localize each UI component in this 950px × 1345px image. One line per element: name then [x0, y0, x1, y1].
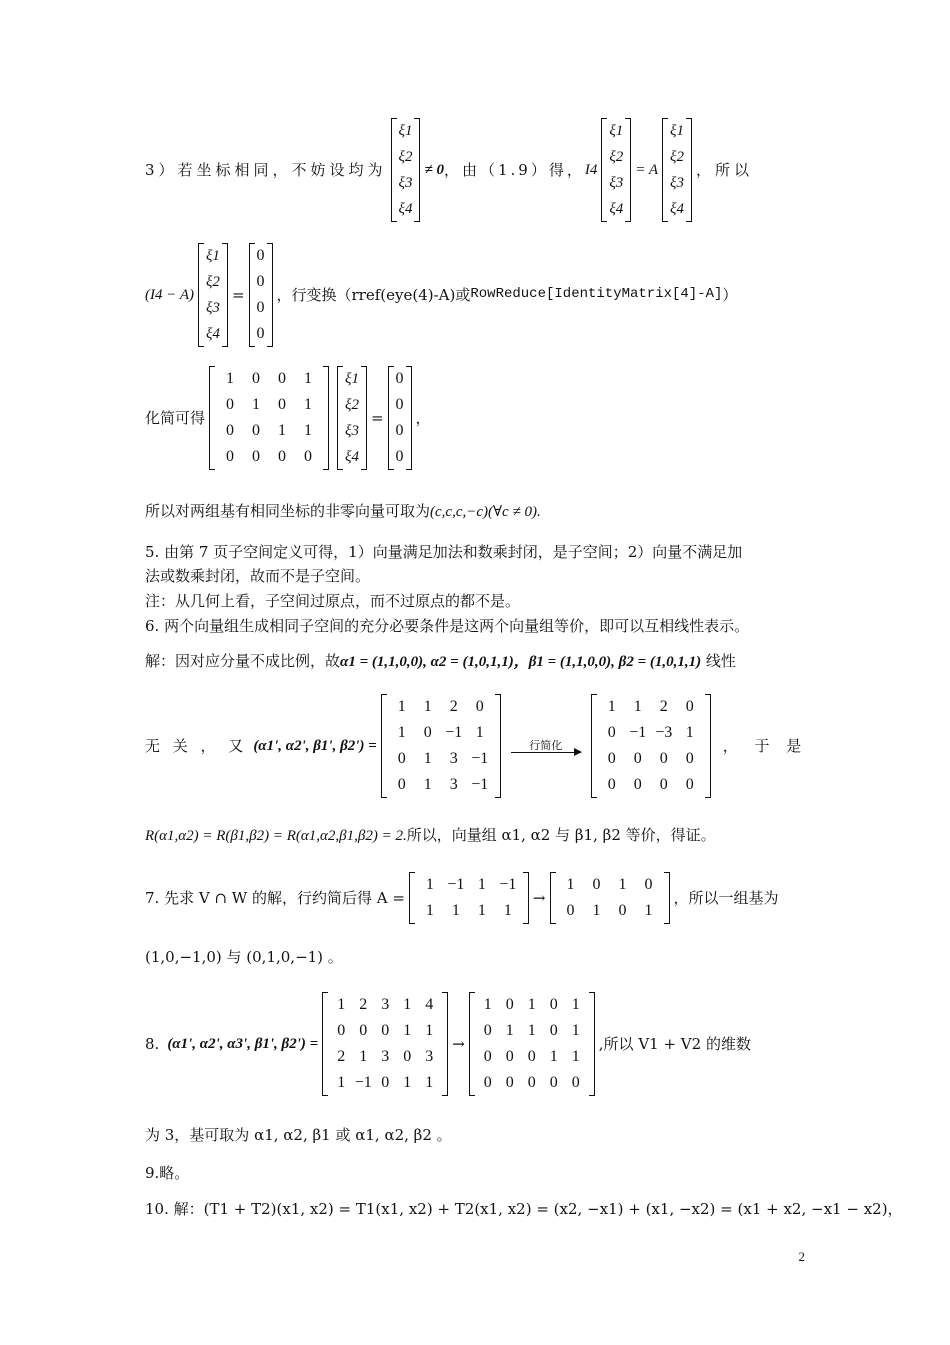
p8-right-cell: 0	[549, 996, 558, 1013]
p8-left-cell: 3	[381, 1048, 390, 1065]
p7-right-cell: 1	[566, 876, 575, 893]
p7-right-cell: 0	[618, 902, 627, 919]
reduced-matrix-cell: 0	[252, 448, 261, 465]
p8-left-cell: 0	[381, 1074, 390, 1091]
p8-right-matrix	[469, 992, 595, 1096]
paragraph-7: 7. 先求 V ∩ W 的解，行约简后得 A = 1 −1 1 −1 1 1 1 1 → 1 0 1 0 0 1 0 1 ，所以一组基为	[145, 872, 810, 924]
reduced-matrix-cell: 1	[226, 370, 235, 387]
xi-vector-4: ξ1 ξ2 ξ3 ξ4	[198, 243, 228, 347]
reduced-matrix-cell: 0	[278, 370, 287, 387]
paragraph-6a	[145, 652, 810, 672]
p8-left-cell: 1	[425, 1022, 434, 1039]
reduced-matrix-cell: 0	[226, 422, 235, 439]
reduced-matrix-cell: 0	[252, 370, 261, 387]
p6b-suffix: ， 于 是	[722, 736, 808, 755]
zero-vector-2: 0 0 0 0	[388, 366, 412, 470]
p6-right-cell: 1	[685, 724, 694, 741]
zero-vector: 0 0 0 0	[249, 243, 273, 347]
p6-right-cell: 0	[633, 776, 642, 793]
reduced-matrix-cell: 0	[226, 396, 235, 413]
reduced-matrix-cell: 0	[278, 396, 287, 413]
p8-right-cell: 0	[505, 1048, 514, 1065]
p7-left-cell: −1	[447, 876, 465, 893]
p6-right-cell: −3	[655, 724, 673, 741]
p8-left-cell: 1	[337, 996, 346, 1013]
p3-prefix: 3）若坐标相同，不妨设均为	[145, 160, 387, 179]
p6-right-cell: 0	[659, 750, 668, 767]
p8-left-cell: 0	[403, 1048, 412, 1065]
identity-symbol: I4	[584, 161, 598, 178]
p7-suffix: ，所以一组基为	[673, 888, 779, 907]
paragraph-5b: 法或数乘封闭，故而不是子空间。	[145, 567, 371, 585]
p8-left-cell: 1	[359, 1048, 368, 1065]
p8-right-cell: 1	[527, 1022, 536, 1039]
p7-right-cell: 1	[618, 876, 627, 893]
p6-right-cell: 0	[659, 776, 668, 793]
paragraph-6: 6. 两个向量组生成相同子空间的充分必要条件是这两个向量组等价，即可以互相线性表示。	[145, 617, 750, 635]
p8-left-cell: 1	[425, 1074, 434, 1091]
p7-left-matrix	[409, 872, 529, 924]
p8-left-cell: 0	[359, 1022, 368, 1039]
code-snippet: RowReduce[IdentityMatrix[4]-A]	[470, 286, 723, 303]
p8-right-cell: 1	[571, 996, 580, 1013]
p8-lhs: (α1', α2', α3', β1', β2') =	[167, 1035, 319, 1052]
p6-right-matrix	[591, 694, 711, 798]
p6b-prefix: 无 关 ， 又	[145, 736, 248, 755]
paragraph-9: 9.略。	[145, 1164, 190, 1182]
p6-right-cell: 0	[633, 750, 642, 767]
p6a-text: 解：因对应分量不成比例，故	[145, 652, 341, 670]
reduced-matrix-cell: 0	[278, 448, 287, 465]
p6-right-cell: 0	[607, 724, 616, 741]
xi-vector-2: ξ1 ξ2 ξ3 ξ4	[601, 118, 631, 222]
p6b-lhs: (α1', α2', β1', β2') =	[253, 737, 377, 754]
p3-by: ，由（1.9）得，	[443, 160, 585, 179]
reduced-matrix-cell: 1	[304, 370, 313, 387]
p8-right-cell: 0	[483, 1022, 492, 1039]
neq-zero: ≠ 0	[424, 161, 444, 178]
p6-right-cell: 0	[685, 776, 694, 793]
p6-left-cell: 1	[423, 750, 432, 767]
p8-left-cell: 2	[337, 1048, 346, 1065]
p8-right-cell: 0	[571, 1074, 580, 1091]
p8-right-cell: 0	[505, 1074, 514, 1091]
p6-left-cell: 0	[475, 698, 484, 715]
p3b-text2: ）	[722, 285, 738, 304]
p8-prefix: 8.	[145, 1034, 160, 1053]
I4-minus-A: (I4 − A)	[145, 286, 194, 303]
p8-right-cell: 0	[549, 1074, 558, 1091]
p6-right-cell: 2	[659, 698, 668, 715]
xi-vector: ξ1 ξ2 ξ3 ξ4	[391, 118, 421, 222]
p6-left-cell: 0	[397, 750, 406, 767]
p6-left-cell: 1	[397, 724, 406, 741]
p7-left-cell: 1	[477, 902, 486, 919]
p3b-text1: ，行变换（rref(eye(4)-A)或	[276, 285, 471, 304]
p6a-math: α1 = (1,1,0,0), α2 = (1,0,1,1)，β1 = (1,1,0,0), β2 = (1,0,1,1)	[340, 654, 702, 670]
p3d-text: 所以对两组基有相同坐标的非零向量可取为	[145, 502, 431, 520]
p3d-math: (c,c,c,−c)(∀c ≠ 0).	[430, 504, 541, 520]
paragraph-3d	[145, 502, 810, 522]
p6-right-cell: 0	[607, 750, 616, 767]
p8-left-cell: 0	[381, 1022, 390, 1039]
p6-left-cell: 1	[475, 724, 484, 741]
p7-left-cell: 1	[477, 876, 486, 893]
paragraph-6c	[145, 826, 810, 846]
p8-left-cell: −1	[354, 1074, 372, 1091]
p6-left-cell: 1	[397, 698, 406, 715]
p6c-math: R(α1,α2) = R(β1,β2) = R(α1,α2,β1,β2) = 2.	[145, 828, 407, 844]
p7-right-cell: 0	[644, 876, 653, 893]
p6-right-cell: 1	[607, 698, 616, 715]
p3c-suffix: ，	[415, 408, 431, 427]
paragraph-7b: (1,0,−1,0) 与 (0,1,0,−1) 。	[145, 948, 343, 966]
page-number: 2	[798, 1249, 805, 1264]
arrow-label: 行简化	[529, 738, 563, 752]
p6-left-cell: 1	[423, 776, 432, 793]
p6-left-cell: 3	[449, 776, 458, 793]
note-line: 注：从几何上看，子空间过原点，而不过原点的都不是。	[145, 592, 521, 610]
p7-right-cell: 0	[592, 876, 601, 893]
paragraph-10: 10. 解：(T1 + T2)(x1, x2) = T1(x1, x2) + T2(x1, x2) = (x2, −x1) + (x1, −x2) = (x1 + x2, −x1 − x2)，	[145, 1200, 903, 1218]
p6-left-cell: 2	[449, 698, 458, 715]
eq-A: = A	[635, 161, 659, 178]
p8-left-cell: 3	[381, 996, 390, 1013]
p6-left-cell: 0	[423, 724, 432, 741]
p8-right-cell: 1	[571, 1048, 580, 1065]
p8-left-cell: 0	[337, 1022, 346, 1039]
p8-right-cell: 1	[571, 1022, 580, 1039]
p8-right-cell: 0	[527, 1048, 536, 1065]
p8-left-cell: 1	[337, 1074, 346, 1091]
p8-right-cell: 1	[527, 996, 536, 1013]
p6-left-cell: −1	[471, 750, 489, 767]
p6-right-cell: 0	[685, 750, 694, 767]
p6-left-cell: −1	[471, 776, 489, 793]
p6-left-matrix	[381, 694, 501, 798]
p6-left-cell: 3	[449, 750, 458, 767]
p6-right-cell: −1	[629, 724, 647, 741]
reduced-matrix-cell: 1	[252, 396, 261, 413]
p8-left-cell: 3	[425, 1048, 434, 1065]
row-reduce-arrow	[511, 739, 581, 754]
p8-right-cell: 1	[505, 1022, 514, 1039]
reduced-matrix-cell: 0	[226, 448, 235, 465]
p7-left-cell: 1	[425, 876, 434, 893]
paragraph-3	[145, 118, 810, 222]
p7-left-cell: 1	[451, 902, 460, 919]
p6-right-cell: 0	[685, 698, 694, 715]
p8-right-cell: 1	[549, 1048, 558, 1065]
p8-right-cell: 0	[483, 1048, 492, 1065]
p6-left-cell: −1	[445, 724, 463, 741]
p7-left-cell: 1	[425, 902, 434, 919]
p6-right-cell: 0	[607, 776, 616, 793]
p7-left-cell: −1	[499, 876, 517, 893]
p8-left-cell: 1	[403, 1074, 412, 1091]
reduced-matrix-cell: 0	[304, 448, 313, 465]
xi-vector-5: ξ1 ξ2 ξ3 ξ4	[337, 366, 367, 470]
p8-right-cell: 0	[527, 1074, 536, 1091]
paragraph-5a: 5. 由第 7 页子空间定义可得，1）向量满足加法和数乘封闭，是子空间；2）向量不满足加	[145, 543, 743, 561]
p8-left-cell: 2	[359, 996, 368, 1013]
p6a-suffix: 线性	[701, 652, 736, 670]
p7-right-cell: 1	[644, 902, 653, 919]
paragraph-3b: (I4 − A) ξ1 ξ2 ξ3 ξ4 = 0 0 0 0 ，行变换（rref(eye(4)-A)或 RowReduce[IdentityMatrix[4]-A] ）	[145, 243, 810, 347]
p6-right-cell: 1	[633, 698, 642, 715]
p8-left-cell: 1	[403, 1022, 412, 1039]
reduced-matrix	[209, 366, 329, 470]
reduced-matrix-cell: 0	[252, 422, 261, 439]
p3c-prefix: 化简可得	[145, 408, 206, 427]
paragraph-6b	[145, 694, 810, 798]
p6-left-cell: 1	[423, 698, 432, 715]
p8-suffix: ,所以 V1 + V2 的维数	[598, 1034, 751, 1053]
paragraph-8: 8. (α1', α2', α3', β1', β2') = 1 2 3 1 4 0 0 0 1 1 2 1 3 0 3 1 −1 0 1 1 → 1 0 1 0 1 0 1 1 0 1 0 0 0 1 1 0 0 0 0 0 ,所以 V1 + V2 的维数	[145, 992, 810, 1096]
p3-so: ，所以	[695, 160, 753, 179]
p7-right-matrix	[550, 872, 670, 924]
p7-right-cell: 0	[566, 902, 575, 919]
p8-right-cell: 0	[549, 1022, 558, 1039]
paragraph-3c: 化简可得 1 0 0 1 0 1 0 1 0 0 1 1 0 0 0 0 ξ1 ξ2 ξ3 ξ4 = 0 0 0 0 ，	[145, 366, 810, 470]
p8-left-matrix	[322, 992, 448, 1096]
p7-left-cell: 1	[503, 902, 512, 919]
reduced-matrix-cell: 1	[304, 396, 313, 413]
reduced-matrix-cell: 1	[278, 422, 287, 439]
p8-right-cell: 0	[505, 996, 514, 1013]
p7-right-cell: 1	[592, 902, 601, 919]
p8-left-cell: 4	[425, 996, 434, 1013]
p6c-text: 所以，向量组 α1, α2 与 β1, β2 等价，得证。	[406, 826, 716, 844]
p8-left-cell: 1	[403, 996, 412, 1013]
p7-prefix: 7. 先求 V ∩ W 的解，行约简后得 A =	[145, 888, 405, 907]
p8-right-cell: 0	[483, 1074, 492, 1091]
p8-right-cell: 1	[483, 996, 492, 1013]
reduced-matrix-cell: 1	[304, 422, 313, 439]
xi-vector-3: ξ1 ξ2 ξ3 ξ4	[662, 118, 692, 222]
p6-left-cell: 0	[397, 776, 406, 793]
paragraph-8b: 为 3，基可取为 α1, α2, β1 或 α1, α2, β2 。	[145, 1126, 452, 1144]
